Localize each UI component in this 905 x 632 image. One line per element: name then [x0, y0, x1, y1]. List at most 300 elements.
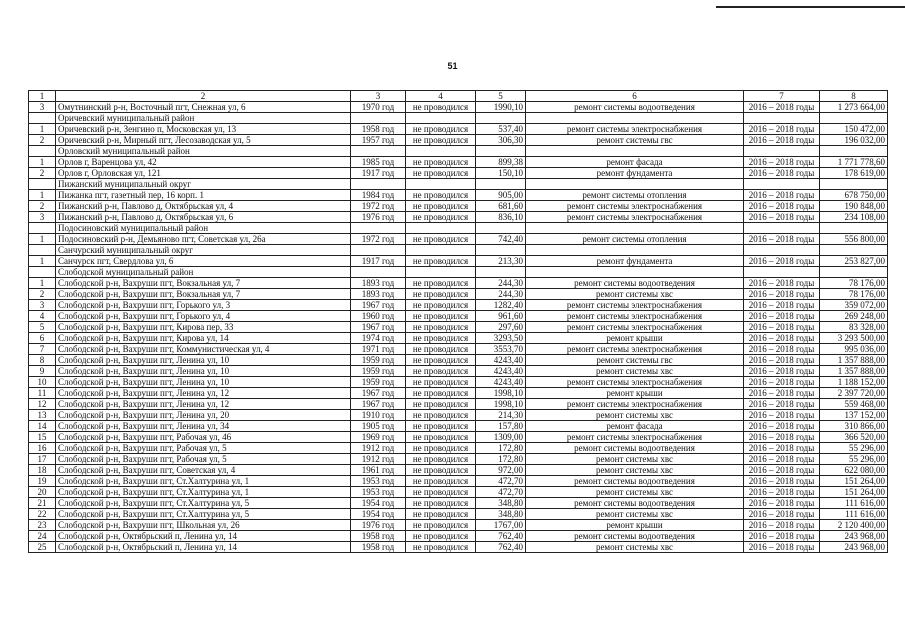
empty-cell: [744, 245, 820, 256]
area-cell: 742,40: [476, 234, 526, 245]
year-cell: 1893 год: [351, 289, 406, 300]
area-cell: 213,30: [476, 256, 526, 267]
work-type-cell: ремонт системы электроснабжения: [526, 201, 744, 212]
period-cell: 2016 – 2018 годы: [744, 377, 820, 388]
work-type-cell: ремонт системы хвс: [526, 410, 744, 421]
year-cell: 1970 год: [351, 102, 406, 113]
table-row: [29, 135, 888, 146]
row-number-cell: 2: [29, 135, 56, 146]
survey-cell: не проводился: [406, 454, 476, 465]
row-number-cell: 12: [29, 399, 56, 410]
address-cell: Слободской р-н, Вахруши пгт, Ленина ул, 20: [56, 410, 351, 421]
period-cell: 2016 – 2018 годы: [744, 531, 820, 542]
section-title-cell: Пижанский муниципальный округ: [56, 179, 351, 190]
survey-cell: не проводился: [406, 311, 476, 322]
period-cell: 2016 – 2018 годы: [744, 432, 820, 443]
survey-cell: не проводился: [406, 201, 476, 212]
area-cell: 899,38: [476, 157, 526, 168]
year-cell: 1912 год: [351, 443, 406, 454]
table-row: [29, 168, 888, 179]
address-cell: Слободской р-н, Вахруши пгт, Горького ул, 3: [56, 300, 351, 311]
year-cell: 1976 год: [351, 520, 406, 531]
year-cell: 1958 год: [351, 542, 406, 553]
year-cell: 1959 год: [351, 366, 406, 377]
area-cell: 1998,10: [476, 399, 526, 410]
year-cell: 1967 год: [351, 388, 406, 399]
area-cell: 244,30: [476, 289, 526, 300]
year-cell: 1953 год: [351, 487, 406, 498]
year-cell: 1971 год: [351, 344, 406, 355]
section-title-cell: Оричевский муниципальный район: [56, 113, 351, 124]
address-cell: Слободской р-н, Вахруши пгт, Горького ул, 4: [56, 311, 351, 322]
row-number-cell: 2: [29, 201, 56, 212]
address-cell: Орлов г, Орловская ул, 121: [56, 168, 351, 179]
work-type-cell: ремонт системы электроснабжения: [526, 322, 744, 333]
area-cell: 348,80: [476, 509, 526, 520]
year-cell: 1953 год: [351, 476, 406, 487]
address-cell: Слободской р-н, Вахруши пгт, Ленина ул, 34: [56, 421, 351, 432]
cost-cell: 556 800,00: [820, 234, 888, 245]
area-cell: 472,70: [476, 476, 526, 487]
period-cell: 2016 – 2018 годы: [744, 322, 820, 333]
survey-cell: не проводился: [406, 212, 476, 223]
survey-cell: не проводился: [406, 102, 476, 113]
year-cell: 1954 год: [351, 498, 406, 509]
row-number-cell: 8: [29, 355, 56, 366]
row-number-cell: 1: [29, 234, 56, 245]
year-cell: 1957 год: [351, 135, 406, 146]
header-cell: 2: [56, 91, 351, 102]
table-row: [29, 443, 888, 454]
row-number-cell: 5: [29, 322, 56, 333]
empty-cell: [526, 113, 744, 124]
empty-cell: [476, 267, 526, 278]
cost-cell: 243 968,00: [820, 531, 888, 542]
empty-cell: [820, 113, 888, 124]
address-cell: Пижанский р-н, Павлово д, Октябрьская ул, 6: [56, 212, 351, 223]
period-cell: 2016 – 2018 годы: [744, 520, 820, 531]
empty-cell: [820, 223, 888, 234]
table-row: [29, 289, 888, 300]
cost-cell: 190 848,00: [820, 201, 888, 212]
period-cell: 2016 – 2018 годы: [744, 234, 820, 245]
cost-cell: 559 468,00: [820, 399, 888, 410]
cost-cell: 137 152,00: [820, 410, 888, 421]
address-cell: Пижанка пгт, газетный пер, 16 корп. 1: [56, 190, 351, 201]
empty-cell: [744, 179, 820, 190]
row-number-cell: [29, 113, 56, 124]
table-row: [29, 498, 888, 509]
survey-cell: не проводился: [406, 256, 476, 267]
year-cell: 1972 год: [351, 234, 406, 245]
table-row: [29, 388, 888, 399]
cost-cell: 234 108,00: [820, 212, 888, 223]
period-cell: 2016 – 2018 годы: [744, 399, 820, 410]
work-type-cell: ремонт системы электроснабжения: [526, 377, 744, 388]
area-cell: 172,80: [476, 454, 526, 465]
cost-cell: 243 968,00: [820, 542, 888, 553]
period-cell: 2016 – 2018 годы: [744, 333, 820, 344]
work-type-cell: ремонт системы водоотведения: [526, 102, 744, 113]
register-table: [28, 90, 888, 553]
cost-cell: 178 619,00: [820, 168, 888, 179]
row-number-cell: 18: [29, 465, 56, 476]
empty-cell: [476, 223, 526, 234]
work-type-cell: ремонт фасада: [526, 421, 744, 432]
row-number-cell: [29, 223, 56, 234]
work-type-cell: ремонт системы электроснабжения: [526, 124, 744, 135]
table-row: [29, 377, 888, 388]
section-title-cell: Слободской муниципальный район: [56, 267, 351, 278]
row-number-cell: 9: [29, 366, 56, 377]
row-number-cell: 3: [29, 212, 56, 223]
address-cell: Слободской р-н, Вахруши пгт, Ст.Халтурина ул, 5: [56, 498, 351, 509]
year-cell: 1967 год: [351, 322, 406, 333]
survey-cell: не проводился: [406, 465, 476, 476]
work-type-cell: ремонт системы гвс: [526, 135, 744, 146]
table-row: [29, 531, 888, 542]
empty-cell: [406, 113, 476, 124]
period-cell: 2016 – 2018 годы: [744, 388, 820, 399]
year-cell: 1917 год: [351, 256, 406, 267]
address-cell: Слободской р-н, Вахруши пгт, Советская ул, 4: [56, 465, 351, 476]
period-cell: 2016 – 2018 годы: [744, 487, 820, 498]
cost-cell: 269 248,00: [820, 311, 888, 322]
section-title-cell: Санчурский муниципальный округ: [56, 245, 351, 256]
address-cell: Слободской р-н, Вахруши пгт, Ленина ул, 12: [56, 388, 351, 399]
year-cell: 1893 год: [351, 278, 406, 289]
empty-cell: [526, 223, 744, 234]
address-cell: Слободской р-н, Вахруши пгт, Рабочая ул, 5: [56, 454, 351, 465]
address-cell: Орлов г, Варенцова ул, 42: [56, 157, 351, 168]
work-type-cell: ремонт системы хвс: [526, 289, 744, 300]
row-number-cell: 2: [29, 289, 56, 300]
cost-cell: 253 827,00: [820, 256, 888, 267]
area-cell: 3553,70: [476, 344, 526, 355]
work-type-cell: ремонт системы электроснабжения: [526, 311, 744, 322]
header-cell: 5: [476, 91, 526, 102]
empty-cell: [351, 267, 406, 278]
address-cell: Оричевский р-н, Зенгино п, Московская ул, 13: [56, 124, 351, 135]
row-number-cell: 17: [29, 454, 56, 465]
address-cell: Слободской р-н, Вахруши пгт, Школьная ул, 26: [56, 520, 351, 531]
row-number-cell: 1: [29, 256, 56, 267]
work-type-cell: ремонт системы отопления: [526, 234, 744, 245]
empty-cell: [476, 146, 526, 157]
year-cell: 1961 год: [351, 465, 406, 476]
row-number-cell: 14: [29, 421, 56, 432]
cost-cell: 78 176,00: [820, 278, 888, 289]
area-cell: 1990,10: [476, 102, 526, 113]
address-cell: Слободской р-н, Вахруши пгт, Коммунистическая ул, 4: [56, 344, 351, 355]
work-type-cell: ремонт крыши: [526, 520, 744, 531]
address-cell: Слободской р-н, Вахруши пгт, Вокзальная ул, 7: [56, 278, 351, 289]
empty-cell: [526, 245, 744, 256]
row-number-cell: 1: [29, 157, 56, 168]
cost-cell: 111 616,00: [820, 498, 888, 509]
row-number-cell: 11: [29, 388, 56, 399]
work-type-cell: ремонт системы водоотведения: [526, 531, 744, 542]
period-cell: 2016 – 2018 годы: [744, 102, 820, 113]
row-number-cell: 16: [29, 443, 56, 454]
survey-cell: не проводился: [406, 289, 476, 300]
empty-cell: [744, 267, 820, 278]
area-cell: 150,10: [476, 168, 526, 179]
period-cell: 2016 – 2018 годы: [744, 278, 820, 289]
header-row: [29, 91, 888, 102]
section-row: [29, 245, 888, 256]
row-number-cell: 15: [29, 432, 56, 443]
survey-cell: не проводился: [406, 399, 476, 410]
table-row: [29, 509, 888, 520]
work-type-cell: ремонт системы водоотведения: [526, 476, 744, 487]
table-row: [29, 322, 888, 333]
period-cell: 2016 – 2018 годы: [744, 201, 820, 212]
empty-cell: [526, 179, 744, 190]
year-cell: 1905 год: [351, 421, 406, 432]
survey-cell: не проводился: [406, 344, 476, 355]
period-cell: 2016 – 2018 годы: [744, 465, 820, 476]
table-row: [29, 520, 888, 531]
survey-cell: не проводился: [406, 157, 476, 168]
work-type-cell: ремонт системы хвс: [526, 509, 744, 520]
cost-cell: 55 296,00: [820, 443, 888, 454]
empty-cell: [406, 245, 476, 256]
area-cell: 472,70: [476, 487, 526, 498]
survey-cell: не проводился: [406, 476, 476, 487]
cost-cell: 2 120 400,00: [820, 520, 888, 531]
row-number-cell: 22: [29, 509, 56, 520]
row-number-cell: 6: [29, 333, 56, 344]
table-row: [29, 311, 888, 322]
year-cell: 1917 год: [351, 168, 406, 179]
row-number-cell: [29, 245, 56, 256]
empty-cell: [476, 179, 526, 190]
section-row: [29, 179, 888, 190]
cost-cell: 622 080,00: [820, 465, 888, 476]
period-cell: 2016 – 2018 годы: [744, 509, 820, 520]
address-cell: Слободской р-н, Вахруши пгт, Ст.Халтурина ул, 5: [56, 509, 351, 520]
table-row: [29, 399, 888, 410]
area-cell: 1767,00: [476, 520, 526, 531]
area-cell: 762,40: [476, 542, 526, 553]
work-type-cell: ремонт системы электроснабжения: [526, 344, 744, 355]
survey-cell: не проводился: [406, 443, 476, 454]
work-type-cell: ремонт крыши: [526, 333, 744, 344]
row-number-cell: 21: [29, 498, 56, 509]
work-type-cell: ремонт системы электроснабжения: [526, 300, 744, 311]
row-number-cell: 1: [29, 190, 56, 201]
address-cell: Слободской р-н, Октябрьский п, Ленина ул, 14: [56, 542, 351, 553]
empty-cell: [406, 179, 476, 190]
year-cell: 1959 год: [351, 377, 406, 388]
area-cell: 4243,40: [476, 366, 526, 377]
empty-cell: [526, 146, 744, 157]
period-cell: 2016 – 2018 годы: [744, 135, 820, 146]
year-cell: 1960 год: [351, 311, 406, 322]
cost-cell: 196 032,00: [820, 135, 888, 146]
period-cell: 2016 – 2018 годы: [744, 124, 820, 135]
address-cell: Санчурск пгт, Свердлова ул, 6: [56, 256, 351, 267]
row-number-cell: 1: [29, 124, 56, 135]
area-cell: 306,30: [476, 135, 526, 146]
address-cell: Слободской р-н, Вахруши пгт, Ст.Халтурина ул, 1: [56, 487, 351, 498]
table-row: [29, 421, 888, 432]
area-cell: 1998,10: [476, 388, 526, 399]
survey-cell: не проводился: [406, 388, 476, 399]
table-row: [29, 102, 888, 113]
cost-cell: 2 397 720,00: [820, 388, 888, 399]
row-number-cell: 2: [29, 168, 56, 179]
row-number-cell: 25: [29, 542, 56, 553]
area-cell: 972,00: [476, 465, 526, 476]
empty-cell: [351, 113, 406, 124]
cost-cell: 366 520,00: [820, 432, 888, 443]
survey-cell: не проводился: [406, 124, 476, 135]
empty-cell: [820, 179, 888, 190]
address-cell: Слободской р-н, Вахруши пгт, Ленина ул, 10: [56, 355, 351, 366]
row-number-cell: 13: [29, 410, 56, 421]
row-number-cell: 7: [29, 344, 56, 355]
period-cell: 2016 – 2018 годы: [744, 476, 820, 487]
section-title-cell: Орловский муниципальный район: [56, 146, 351, 157]
row-number-cell: 10: [29, 377, 56, 388]
row-number-cell: 20: [29, 487, 56, 498]
survey-cell: не проводился: [406, 432, 476, 443]
table-row: [29, 201, 888, 212]
empty-cell: [820, 267, 888, 278]
cost-cell: 78 176,00: [820, 289, 888, 300]
survey-cell: не проводился: [406, 509, 476, 520]
empty-cell: [351, 245, 406, 256]
survey-cell: не проводился: [406, 355, 476, 366]
year-cell: 1912 год: [351, 454, 406, 465]
work-type-cell: ремонт системы отопления: [526, 190, 744, 201]
empty-cell: [351, 146, 406, 157]
work-type-cell: ремонт фундамента: [526, 256, 744, 267]
area-cell: 681,60: [476, 201, 526, 212]
period-cell: 2016 – 2018 годы: [744, 212, 820, 223]
period-cell: 2016 – 2018 годы: [744, 498, 820, 509]
table-row: [29, 432, 888, 443]
survey-cell: не проводился: [406, 531, 476, 542]
address-cell: Пижанский р-н, Павлово д, Октябрьская ул, 4: [56, 201, 351, 212]
year-cell: 1958 год: [351, 124, 406, 135]
address-cell: Слободской р-н, Вахруши пгт, Ленина ул, 10: [56, 377, 351, 388]
period-cell: 2016 – 2018 годы: [744, 157, 820, 168]
empty-cell: [744, 146, 820, 157]
area-cell: 157,80: [476, 421, 526, 432]
survey-cell: не проводился: [406, 487, 476, 498]
header-cell: 4: [406, 91, 476, 102]
work-type-cell: ремонт системы хвс: [526, 542, 744, 553]
period-cell: 2016 – 2018 годы: [744, 344, 820, 355]
area-cell: 537,40: [476, 124, 526, 135]
table-row: [29, 157, 888, 168]
row-number-cell: [29, 146, 56, 157]
address-cell: Омутнинский р-н, Восточный пгт, Снежная ул, 6: [56, 102, 351, 113]
table-row: [29, 410, 888, 421]
area-cell: 214,30: [476, 410, 526, 421]
section-row: [29, 223, 888, 234]
empty-cell: [351, 223, 406, 234]
year-cell: 1910 год: [351, 410, 406, 421]
area-cell: 1282,40: [476, 300, 526, 311]
year-cell: 1974 год: [351, 333, 406, 344]
table-row: [29, 355, 888, 366]
area-cell: 961,60: [476, 311, 526, 322]
row-number-cell: 4: [29, 311, 56, 322]
table-row: [29, 212, 888, 223]
work-type-cell: ремонт системы электроснабжения: [526, 432, 744, 443]
table-row: [29, 278, 888, 289]
work-type-cell: ремонт системы хвс: [526, 465, 744, 476]
table-row: [29, 190, 888, 201]
table-row: [29, 454, 888, 465]
survey-cell: не проводился: [406, 322, 476, 333]
work-type-cell: ремонт системы водоотведения: [526, 443, 744, 454]
period-cell: 2016 – 2018 годы: [744, 300, 820, 311]
work-type-cell: ремонт фундамента: [526, 168, 744, 179]
year-cell: 1958 год: [351, 531, 406, 542]
year-cell: 1969 год: [351, 432, 406, 443]
empty-cell: [406, 267, 476, 278]
area-cell: 172,80: [476, 443, 526, 454]
cost-cell: 1 357 888,00: [820, 355, 888, 366]
table-row: [29, 344, 888, 355]
period-cell: 2016 – 2018 годы: [744, 410, 820, 421]
cost-cell: 150 472,00: [820, 124, 888, 135]
address-cell: Слободской р-н, Вахруши пгт, Ст.Халтурина ул, 1: [56, 476, 351, 487]
section-row: [29, 267, 888, 278]
survey-cell: не проводился: [406, 498, 476, 509]
row-number-cell: 19: [29, 476, 56, 487]
work-type-cell: ремонт системы электроснабжения: [526, 399, 744, 410]
survey-cell: не проводился: [406, 410, 476, 421]
survey-cell: не проводился: [406, 333, 476, 344]
work-type-cell: ремонт системы гвс: [526, 355, 744, 366]
empty-cell: [526, 267, 744, 278]
cost-cell: 83 328,00: [820, 322, 888, 333]
cost-cell: 3 293 500,00: [820, 333, 888, 344]
survey-cell: не проводился: [406, 421, 476, 432]
area-cell: 3293,50: [476, 333, 526, 344]
survey-cell: не проводился: [406, 520, 476, 531]
address-cell: Слободской р-н, Октябрьский п, Ленина ул, 14: [56, 531, 351, 542]
table-row: [29, 124, 888, 135]
area-cell: 905,00: [476, 190, 526, 201]
table-row: [29, 366, 888, 377]
table-row: [29, 300, 888, 311]
area-cell: 4243,40: [476, 377, 526, 388]
work-type-cell: ремонт системы водоотведения: [526, 278, 744, 289]
address-cell: Слободской р-н, Вахруши пгт, Рабочая ул, 46: [56, 432, 351, 443]
row-number-cell: 24: [29, 531, 56, 542]
header-cell: 7: [744, 91, 820, 102]
survey-cell: не проводился: [406, 366, 476, 377]
row-number-cell: 3: [29, 300, 56, 311]
header-cell: 6: [526, 91, 744, 102]
area-cell: 762,40: [476, 531, 526, 542]
period-cell: 2016 – 2018 годы: [744, 190, 820, 201]
work-type-cell: ремонт крыши: [526, 388, 744, 399]
cost-cell: 1 771 778,60: [820, 157, 888, 168]
empty-cell: [351, 179, 406, 190]
table-row: [29, 234, 888, 245]
area-cell: 836,10: [476, 212, 526, 223]
cost-cell: 111 616,00: [820, 509, 888, 520]
address-cell: Слободской р-н, Вахруши пгт, Рабочая ул, 5: [56, 443, 351, 454]
